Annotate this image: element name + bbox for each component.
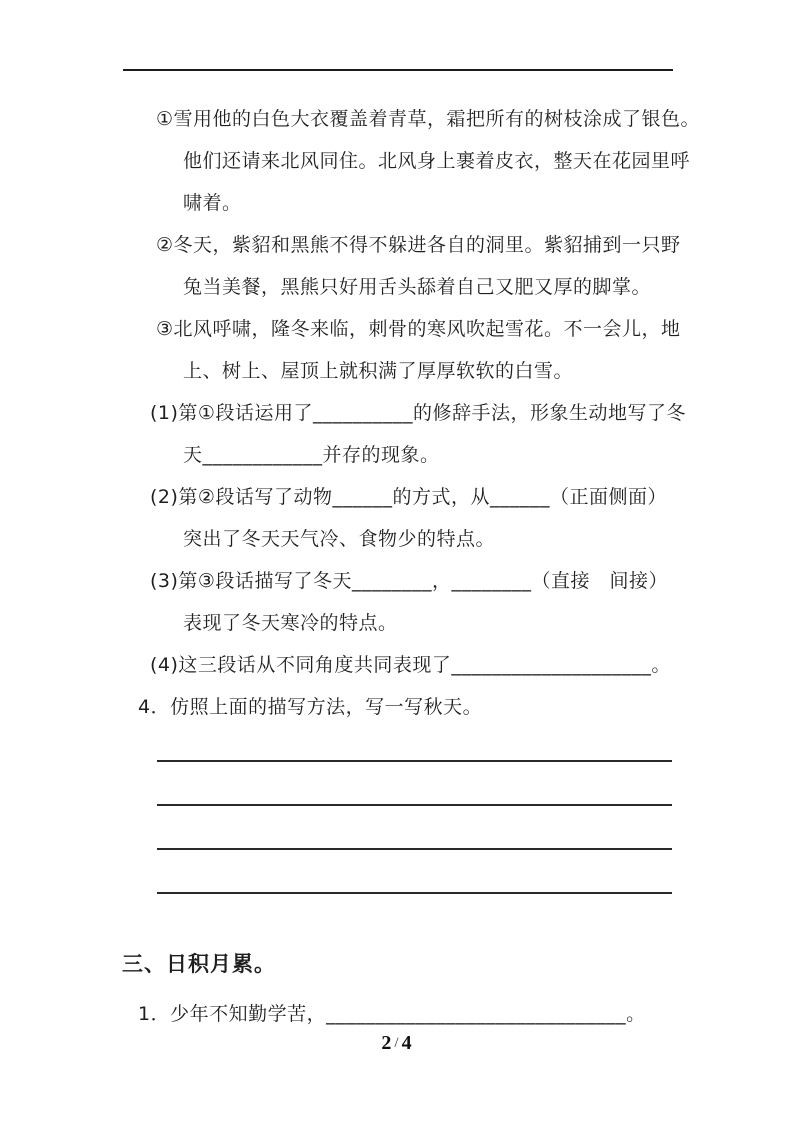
section-heading-accumulation: 三、日积月累。 [122,952,276,976]
sub-question-4: (4)这三段话从不同角度共同表现了____________________。 [150,654,671,676]
answer-blank-line-3 [157,806,672,850]
sub-question-2-line-1: (2)第②段话写了动物______的方式，从______（正面侧面） [150,486,667,508]
answer-blank-line-4 [157,850,672,894]
page-number-separator: / [394,1035,399,1051]
sub-question-1-line-1: (1)第①段话运用了__________的修辞手法，形象生动地写了冬 [150,402,686,424]
header-rule [123,69,673,71]
reading-passage-2-line-2: 兔当美餐，黑熊只好用舌头舔着自己又肥又厚的脚掌。 [183,276,652,298]
question-4-prompt: 4．仿照上面的描写方法，写一写秋天。 [138,696,483,718]
reading-passage-3-line-2: 上、树上、屋顶上就积满了厚厚软软的白雪。 [183,360,574,382]
answer-writing-area [0,718,793,894]
reading-passage-1-line-1: ①雪用他的白色大衣覆盖着青草，霜把所有的树枝涂成了银色。 [156,108,701,130]
reading-passage-3-line-1: ③北风呼啸，隆冬来临，刺骨的寒风吹起雪花。不一会儿，地 [156,318,681,340]
page-number-current: 2 [381,1032,392,1054]
sub-question-3-line-1: (3)第③段话描写了冬天________，________（直接 间接） [150,570,668,592]
memorization-question-1: 1．少年不知勤学苦，______________________________。 [138,1003,646,1025]
page-number-total: 4 [401,1032,412,1054]
sub-question-1-line-2: 天____________并存的现象。 [183,444,440,466]
reading-passage-1-line-2: 他们还请来北风同住。北风身上裹着皮衣，整天在花园里呼 [183,150,691,172]
sub-question-3-line-2: 表现了冬天寒冷的特点。 [183,612,398,634]
sub-question-2-line-2: 突出了冬天天气冷、食物少的特点。 [183,528,496,550]
page-number [0,1032,793,1055]
worksheet-content [0,98,793,1035]
answer-blank-line-2 [157,762,672,806]
reading-passage-1-line-3: 啸着。 [183,192,242,214]
reading-passage-2-line-1: ②冬天，紫貂和黑熊不得不躲进各自的洞里。紫貂捕到一只野 [156,234,681,256]
